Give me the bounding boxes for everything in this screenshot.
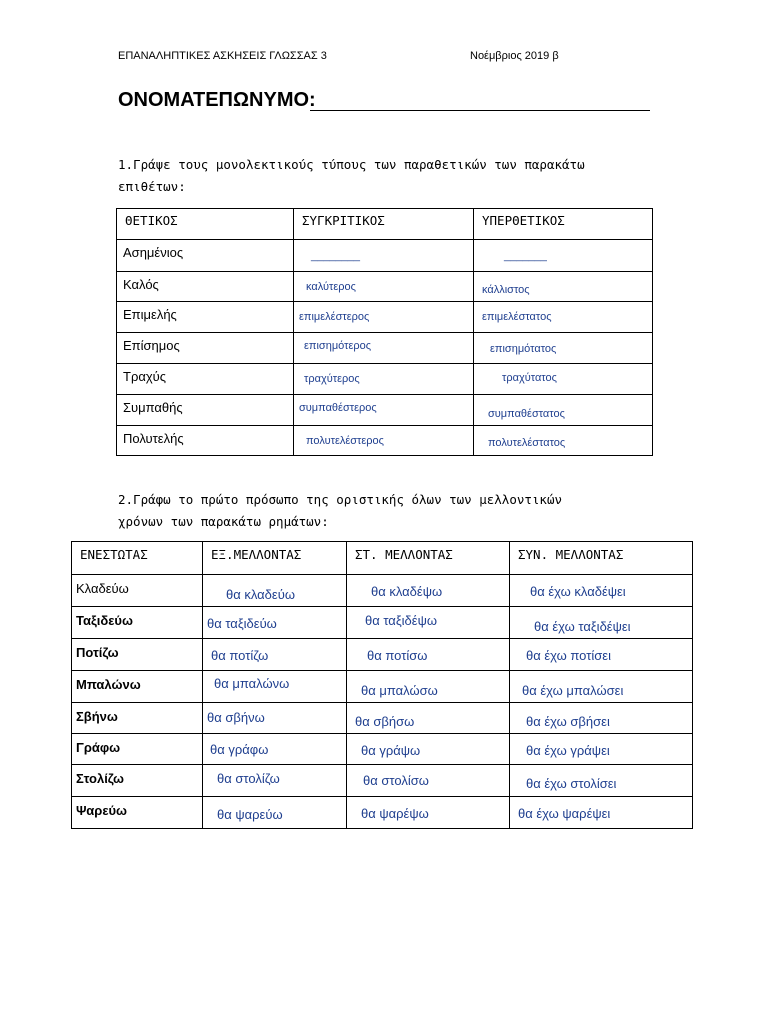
verb-word: Στολίζω [76, 771, 125, 786]
comparative-answer: επιμελέστερος [299, 311, 370, 323]
table-row [117, 333, 653, 364]
header-present: ΕΝΕΣΤΩΤΑΣ [72, 542, 203, 575]
future-simple-answer: θα γράψω [361, 743, 421, 758]
table-row [72, 734, 693, 765]
adjective-word: Συμπαθής [123, 400, 183, 415]
adjective-word: Επιμελής [123, 307, 177, 322]
table-row [72, 639, 693, 671]
exercise1-instruction-line1: 1.Γράψε τους μονολεκτικούς τύπους των παραθετικών των παρακάτω [118, 157, 585, 172]
exercise1-instruction-line2: επιθέτων: [118, 179, 186, 194]
future-perfect-answer: θα έχω κλαδέψει [530, 584, 626, 599]
verb-word: Μπαλώνω [76, 677, 141, 692]
future-continuous-answer: θα μπαλώνω [214, 676, 290, 691]
header-positive: ΘΕΤΙΚΟΣ [117, 209, 294, 240]
future-perfect-answer: θα έχω ψαρέψει [518, 806, 611, 821]
table-row [117, 240, 653, 272]
table-row [117, 302, 653, 333]
future-simple-answer: θα κλαδέψω [371, 584, 443, 599]
table-row [72, 703, 693, 734]
future-perfect-answer: θα έχω ταξιδέψει [534, 619, 631, 634]
future-continuous-answer: θα στολίζω [217, 771, 280, 786]
comparative-answer: τραχύτερος [304, 373, 360, 385]
future-perfect-answer: θα έχω στολίσει [526, 776, 617, 791]
verb-word: Σβήνω [76, 709, 118, 724]
table-row [72, 765, 693, 797]
table-row [117, 272, 653, 302]
superlative-answer: τραχύτατος [502, 372, 557, 384]
future-continuous-answer: θα γράφω [210, 742, 269, 757]
superlative-answer: επιμελέστατος [482, 311, 552, 323]
table-row [72, 607, 693, 639]
future-continuous-answer: θα κλαδεύω [226, 587, 295, 602]
adjective-word: Πολυτελής [123, 431, 184, 446]
future-continuous-answer: θα σβήνω [207, 710, 265, 725]
future-continuous-answer: θα ποτίζω [211, 648, 269, 663]
future-simple-answer: θα ταξιδέψω [365, 613, 437, 628]
comparative-answer: συμπαθέστερος [299, 402, 377, 414]
future-perfect-answer: θα έχω μπαλώσει [522, 683, 624, 698]
future-simple-answer: θα ποτίσω [367, 648, 428, 663]
header-future-simple: ΣΤ. ΜΕΛΛΟΝΤΑΣ [347, 542, 510, 575]
verb-word: Κλαδεύω [76, 581, 129, 596]
name-blank-line[interactable] [310, 110, 650, 111]
header-left: ΕΠΑΝΑΛΗΠΤΙΚΕΣ ΑΣΚΗΣΕΙΣ ΓΛΩΣΣΑΣ 3 [118, 50, 327, 62]
header-superlative: ΥΠΕΡΘΕΤΙΚΟΣ [474, 209, 653, 240]
superlative-answer: συμπαθέστατος [488, 408, 565, 420]
table-row [117, 395, 653, 426]
future-simple-answer: θα ψαρέψω [361, 806, 429, 821]
future-continuous-answer: θα ψαρεύω [217, 807, 283, 822]
header-future-perfect: ΣΥΝ. ΜΕΛΛΟΝΤΑΣ [510, 542, 693, 575]
future-simple-answer: θα στολίσω [363, 773, 429, 788]
superlative-answer: _______ [504, 250, 547, 262]
future-perfect-answer: θα έχω ποτίσει [526, 648, 611, 663]
future-perfect-answer: θα έχω γράψει [526, 743, 610, 758]
future-simple-answer: θα σβήσω [355, 714, 415, 729]
table-row [117, 426, 653, 456]
verb-word: Ποτίζω [76, 645, 119, 660]
verb-word: Ψαρεύω [76, 803, 128, 818]
table-row [117, 364, 653, 395]
table-row [72, 575, 693, 607]
table-row [72, 797, 693, 829]
superlative-answer: πολυτελέστατος [488, 437, 566, 449]
adjectives-table [116, 208, 653, 456]
adjective-word: Τραχύς [123, 369, 167, 384]
header-right: Νοέμβριος 2019 β [470, 50, 559, 62]
header-comparative: ΣΥΓΚΡΙΤΙΚΟΣ [294, 209, 474, 240]
future-perfect-answer: θα έχω σβήσει [526, 714, 610, 729]
superlative-answer: κάλλιστος [482, 284, 530, 296]
verb-word: Ταξιδεύω [76, 613, 133, 628]
header-future-continuous: ΕΞ.ΜΕΛΛΟΝΤΑΣ [203, 542, 347, 575]
adjective-word: Καλός [123, 277, 159, 292]
future-simple-answer: θα μπαλώσω [361, 683, 438, 698]
comparative-answer: πολυτελέστερος [306, 435, 384, 447]
verbs-table [71, 541, 693, 829]
exercise2-instruction-line1: 2.Γράφω το πρώτο πρόσωπο της οριστικής όλων των μελλοντικών [118, 492, 563, 507]
adjective-word: Ασημένιος [123, 245, 184, 260]
comparative-answer: καλύτερος [306, 281, 356, 293]
superlative-answer: επισημότατος [490, 343, 557, 355]
comparative-answer: ________ [311, 250, 360, 262]
verb-word: Γράφω [76, 740, 121, 755]
exercise2-instruction-line2: χρόνων των παρακάτω ρημάτων: [118, 514, 329, 529]
name-label: ΟΝΟΜΑΤΕΠΩΝΥΜΟ: [118, 89, 316, 111]
future-continuous-answer: θα ταξιδεύω [207, 616, 277, 631]
adjective-word: Επίσημος [123, 338, 180, 353]
table-row [72, 671, 693, 703]
comparative-answer: επισημότερος [304, 340, 372, 352]
